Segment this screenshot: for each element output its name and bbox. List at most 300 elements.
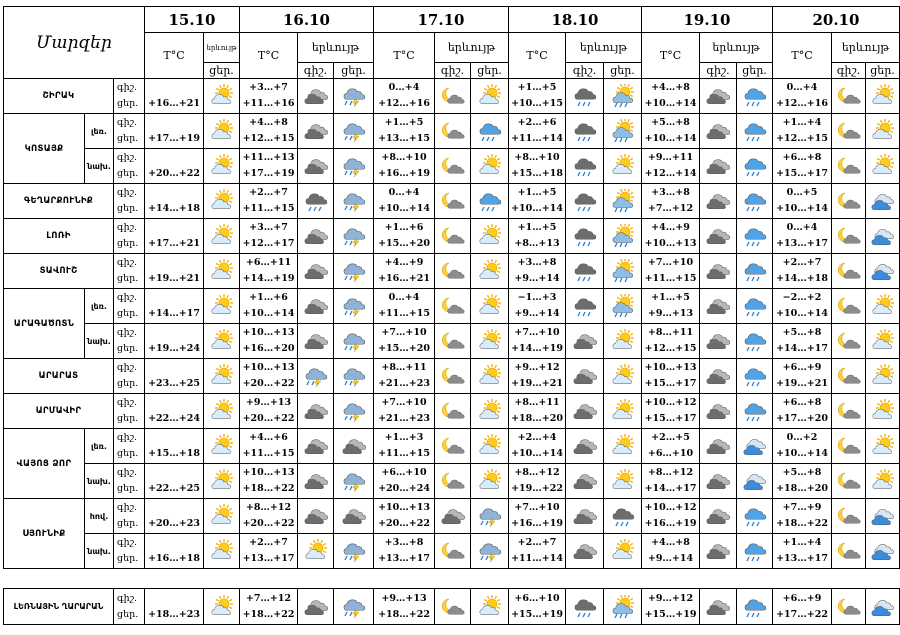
cloud-dark-icon bbox=[440, 504, 466, 528]
weather-day-cell bbox=[471, 114, 509, 149]
sun-rain-icon bbox=[610, 259, 636, 283]
temperature-range: +8…+10 +15…+18 bbox=[509, 149, 566, 184]
subregion-label: լեռ. bbox=[85, 289, 114, 324]
sun-cloud-icon bbox=[209, 119, 235, 143]
weather-day-cell bbox=[604, 464, 642, 499]
weather-day-cell bbox=[866, 254, 900, 289]
cloud-dark-icon bbox=[303, 294, 329, 318]
temperature-range: +19…+24 bbox=[145, 324, 204, 359]
weather-night-cell bbox=[435, 149, 471, 184]
temp-column-header: T°C bbox=[374, 33, 435, 79]
time-of-day-label: գիշ. ցեր. bbox=[114, 184, 145, 219]
cloud-dark-icon bbox=[705, 329, 731, 353]
weather-night-cell bbox=[566, 289, 604, 324]
weather-day-cell bbox=[204, 429, 240, 464]
weather-night-cell bbox=[566, 464, 604, 499]
weather-night-cell bbox=[566, 589, 604, 625]
weather-night-cell bbox=[298, 429, 334, 464]
weather-day-cell bbox=[204, 534, 240, 569]
sun-cloud-icon bbox=[477, 154, 503, 178]
weather-day-cell bbox=[737, 359, 773, 394]
weather-day-cell bbox=[604, 429, 642, 464]
region-name: ՍՅՈՒՆԻՔ bbox=[4, 499, 85, 569]
temperature-range: −2…+2 +10…+14 bbox=[773, 289, 832, 324]
weather-day-cell bbox=[204, 254, 240, 289]
rain-storm-icon bbox=[341, 469, 367, 493]
region-name: ԱՐԱԳԱԾՈՏՆ bbox=[4, 289, 85, 359]
temperature-range: +2…+5 +6…+10 bbox=[642, 429, 700, 464]
moon-cloud-icon bbox=[440, 154, 466, 178]
temperature-range: +4…+8 +10…+14 bbox=[642, 79, 700, 114]
temperature-range: +5…+8 +14…+17 bbox=[773, 324, 832, 359]
weather-night-cell bbox=[435, 589, 471, 625]
weather-day-cell bbox=[204, 359, 240, 394]
weather-column-header: երևույթ bbox=[435, 33, 509, 63]
rain-storm-icon bbox=[341, 224, 367, 248]
weather-night-cell bbox=[298, 499, 334, 534]
weather-day-cell bbox=[204, 79, 240, 114]
temperature-range: +3…+8 +9…+14 bbox=[509, 254, 566, 289]
weather-day-cell bbox=[604, 289, 642, 324]
sun-cloud-icon bbox=[477, 469, 503, 493]
moon-cloud-icon bbox=[836, 364, 862, 388]
subregion-label: նախ. bbox=[85, 149, 114, 184]
table-row bbox=[4, 534, 900, 569]
weather-day-cell bbox=[334, 429, 374, 464]
cloud-dark-icon bbox=[705, 595, 731, 619]
rain-storm-icon bbox=[341, 119, 367, 143]
weather-day-cell bbox=[866, 114, 900, 149]
sun-cloud-icon bbox=[610, 154, 636, 178]
sun-cloud-icon bbox=[610, 469, 636, 493]
region-name: ԿՈՏԱՅՔ bbox=[4, 114, 85, 184]
cloud-dark-icon bbox=[303, 469, 329, 493]
cloud-blue-icon bbox=[742, 434, 768, 458]
table-row bbox=[4, 499, 900, 534]
temperature-range: +10…+12 +16…+19 bbox=[642, 499, 700, 534]
weather-day-cell bbox=[604, 499, 642, 534]
temperature-range: +11…+13 +17…+19 bbox=[240, 149, 298, 184]
cloud-dark-icon bbox=[705, 399, 731, 423]
cloud-dark-icon bbox=[572, 504, 598, 528]
weather-day-cell bbox=[471, 184, 509, 219]
moon-cloud-icon bbox=[440, 84, 466, 108]
cloud-dark-icon bbox=[705, 364, 731, 388]
weather-night-cell bbox=[832, 589, 866, 625]
weather-night-cell bbox=[832, 359, 866, 394]
rain-cloud-icon bbox=[742, 364, 768, 388]
weather-day-cell bbox=[334, 589, 374, 625]
weather-night-cell bbox=[435, 184, 471, 219]
rain-cloud-icon bbox=[742, 259, 768, 283]
sun-rain-icon bbox=[610, 189, 636, 213]
weather-night-cell bbox=[298, 254, 334, 289]
temperature-range: +10…+13 +18…+22 bbox=[240, 464, 298, 499]
sun-cloud-icon bbox=[209, 504, 235, 528]
weather-night-cell bbox=[435, 289, 471, 324]
temperature-range: +2…+7 +11…+15 bbox=[240, 184, 298, 219]
weather-day-cell bbox=[334, 254, 374, 289]
weather-night-cell bbox=[700, 324, 737, 359]
moon-cloud-icon bbox=[440, 399, 466, 423]
weather-day-cell bbox=[737, 149, 773, 184]
weather-night-cell bbox=[435, 324, 471, 359]
weather-night-cell bbox=[298, 324, 334, 359]
table-row bbox=[4, 289, 900, 324]
cloud-blue-icon bbox=[870, 595, 896, 619]
temperature-range: +1…+4 +12…+15 bbox=[773, 114, 832, 149]
weather-day-cell bbox=[334, 464, 374, 499]
temperature-range: +1…+5 +10…+14 bbox=[509, 184, 566, 219]
rain-storm-icon bbox=[341, 294, 367, 318]
temperature-range: +1…+6 +10…+14 bbox=[240, 289, 298, 324]
day-subheader: ցեր. bbox=[737, 63, 773, 79]
temperature-range: +6…+10 +20…+24 bbox=[374, 464, 435, 499]
temperature-range: +4…+8 +9…+14 bbox=[642, 534, 700, 569]
sun-cloud-icon bbox=[610, 539, 636, 563]
rain-storm-icon bbox=[341, 154, 367, 178]
moon-cloud-icon bbox=[440, 294, 466, 318]
weather-night-cell bbox=[566, 324, 604, 359]
rain-dark-icon bbox=[572, 294, 598, 318]
weather-night-cell bbox=[700, 589, 737, 625]
sun-cloud-icon bbox=[477, 259, 503, 283]
cloud-dark-icon bbox=[705, 469, 731, 493]
cloud-dark-icon bbox=[303, 154, 329, 178]
day-header: 20.10 bbox=[773, 7, 900, 33]
temperature-range: +1…+5 +13…+15 bbox=[374, 114, 435, 149]
weather-day-cell bbox=[737, 254, 773, 289]
sun-cloud-icon bbox=[870, 119, 896, 143]
weather-day-cell bbox=[334, 394, 374, 429]
sun-cloud-icon bbox=[209, 224, 235, 248]
cloud-dark-icon bbox=[303, 399, 329, 423]
weather-day-cell bbox=[471, 499, 509, 534]
cloud-dark-icon bbox=[572, 399, 598, 423]
moon-cloud-icon bbox=[836, 329, 862, 353]
cloud-dark-icon bbox=[572, 539, 598, 563]
sun-cloud-icon bbox=[870, 399, 896, 423]
weather-night-cell bbox=[298, 359, 334, 394]
weather-day-cell bbox=[471, 394, 509, 429]
weather-night-cell bbox=[298, 534, 334, 569]
weather-day-cell bbox=[866, 359, 900, 394]
time-of-day-label: գիշ. ցեր. bbox=[114, 219, 145, 254]
temperature-range: +6…+9 +19…+21 bbox=[773, 359, 832, 394]
temperature-range: +20…+22 bbox=[145, 149, 204, 184]
cloud-dark-icon bbox=[572, 364, 598, 388]
weather-day-cell bbox=[334, 114, 374, 149]
weather-day-cell bbox=[866, 219, 900, 254]
weather-day-cell bbox=[204, 114, 240, 149]
rain-storm-icon bbox=[341, 84, 367, 108]
day-header: 17.10 bbox=[374, 7, 509, 33]
moon-cloud-icon bbox=[440, 189, 466, 213]
weather-night-cell bbox=[298, 394, 334, 429]
weather-day-cell bbox=[334, 79, 374, 114]
temperature-range: +10…+12 +15…+17 bbox=[642, 394, 700, 429]
moon-cloud-icon bbox=[836, 224, 862, 248]
temperature-range: +4…+6 +11…+15 bbox=[240, 429, 298, 464]
weather-night-cell bbox=[435, 219, 471, 254]
rain-storm-icon bbox=[303, 364, 329, 388]
weather-night-cell bbox=[700, 429, 737, 464]
weather-day-cell bbox=[866, 534, 900, 569]
sun-cloud-icon bbox=[477, 364, 503, 388]
temperature-range: +8…+11 +12…+15 bbox=[642, 324, 700, 359]
table-row bbox=[4, 219, 900, 254]
temperature-range: +8…+12 +19…+22 bbox=[509, 464, 566, 499]
moon-cloud-icon bbox=[836, 84, 862, 108]
weather-day-cell bbox=[471, 534, 509, 569]
weather-night-cell bbox=[566, 219, 604, 254]
sun-rain-icon bbox=[610, 84, 636, 108]
temperature-range: +6…+10 +15…+19 bbox=[509, 589, 566, 625]
weather-night-cell bbox=[700, 184, 737, 219]
moon-cloud-icon bbox=[440, 539, 466, 563]
weather-day-cell bbox=[334, 184, 374, 219]
weather-day-cell bbox=[204, 464, 240, 499]
night-subheader: գիշ. bbox=[298, 63, 334, 79]
weather-day-cell bbox=[737, 219, 773, 254]
sun-cloud-icon bbox=[209, 189, 235, 213]
weather-day-cell bbox=[604, 589, 642, 625]
weather-day-cell bbox=[737, 289, 773, 324]
weather-day-cell bbox=[866, 464, 900, 499]
cloud-dark-icon bbox=[705, 259, 731, 283]
weather-day-cell bbox=[866, 324, 900, 359]
rain-dark-icon bbox=[572, 84, 598, 108]
temperature-range: +6…+8 +15…+17 bbox=[773, 149, 832, 184]
weather-night-cell bbox=[700, 534, 737, 569]
temperature-range: +19…+21 bbox=[145, 254, 204, 289]
subregion-label: նախ. bbox=[85, 324, 114, 359]
weather-night-cell bbox=[566, 394, 604, 429]
cloud-dark-icon bbox=[572, 329, 598, 353]
table-row bbox=[4, 359, 900, 394]
day-header: 19.10 bbox=[642, 7, 773, 33]
cloud-dark-icon bbox=[303, 329, 329, 353]
weather-night-cell bbox=[566, 254, 604, 289]
moon-cloud-icon bbox=[836, 259, 862, 283]
subregion-label: հով. bbox=[85, 499, 114, 534]
page-title: Մարզեր bbox=[4, 7, 145, 79]
temperature-range: 0…+2 +10…+14 bbox=[773, 429, 832, 464]
rain-dark-icon bbox=[572, 189, 598, 213]
rain-dark-icon bbox=[572, 595, 598, 619]
day-header: 18.10 bbox=[509, 7, 642, 33]
sun-cloud-icon bbox=[303, 539, 329, 563]
sun-cloud-icon bbox=[477, 329, 503, 353]
weather-night-cell bbox=[700, 114, 737, 149]
temperature-range: +1…+4 +13…+17 bbox=[773, 534, 832, 569]
weather-night-cell bbox=[435, 499, 471, 534]
weather-night-cell bbox=[832, 464, 866, 499]
moon-cloud-icon bbox=[440, 434, 466, 458]
weather-day-cell bbox=[604, 359, 642, 394]
moon-cloud-icon bbox=[836, 154, 862, 178]
cloud-dark-icon bbox=[303, 224, 329, 248]
rain-cloud-icon bbox=[742, 119, 768, 143]
cloud-dark-icon bbox=[303, 119, 329, 143]
day-subheader: ցեր. bbox=[471, 63, 509, 79]
temperature-range: +3…+8 +13…+17 bbox=[374, 534, 435, 569]
temperature-range: −1…+3 +9…+14 bbox=[509, 289, 566, 324]
weather-night-cell bbox=[435, 359, 471, 394]
sun-cloud-icon bbox=[209, 539, 235, 563]
weather-day-cell bbox=[737, 184, 773, 219]
weather-day-cell bbox=[737, 324, 773, 359]
weather-day-cell bbox=[334, 289, 374, 324]
weather-day-cell bbox=[866, 289, 900, 324]
weather-night-cell bbox=[298, 289, 334, 324]
rain-dark-icon bbox=[610, 504, 636, 528]
sun-cloud-icon bbox=[209, 595, 235, 619]
rain-dark-icon bbox=[572, 224, 598, 248]
time-of-day-label: գիշ. ցեր. bbox=[114, 464, 145, 499]
cloud-dark-icon bbox=[303, 504, 329, 528]
temperature-range: +9…+12 +19…+21 bbox=[509, 359, 566, 394]
moon-cloud-icon bbox=[440, 119, 466, 143]
weather-day-cell bbox=[334, 324, 374, 359]
temperature-range: +22…+24 bbox=[145, 394, 204, 429]
cloud-dark-icon bbox=[303, 434, 329, 458]
temperature-range: +1…+5 +9…+13 bbox=[642, 289, 700, 324]
temperature-range: +7…+10 +15…+20 bbox=[374, 324, 435, 359]
weather-column-header: երևույթ bbox=[298, 33, 374, 63]
weather-day-cell bbox=[737, 79, 773, 114]
weather-day-cell bbox=[604, 79, 642, 114]
sun-cloud-icon bbox=[209, 294, 235, 318]
time-of-day-label: գիշ. ցեր. bbox=[114, 289, 145, 324]
temperature-range: +9…+12 +15…+19 bbox=[642, 589, 700, 625]
weather-night-cell bbox=[700, 254, 737, 289]
weather-night-cell bbox=[566, 534, 604, 569]
weather-day-cell bbox=[471, 289, 509, 324]
sun-cloud-icon bbox=[870, 434, 896, 458]
night-subheader: գիշ. bbox=[700, 63, 737, 79]
sun-cloud-icon bbox=[477, 84, 503, 108]
temperature-range: 0…+4 +10…+14 bbox=[374, 184, 435, 219]
temperature-range: +4…+8 +12…+15 bbox=[240, 114, 298, 149]
temperature-range: +2…+4 +10…+14 bbox=[509, 429, 566, 464]
weather-day-cell bbox=[604, 114, 642, 149]
rain-storm-icon bbox=[477, 539, 503, 563]
sun-cloud-icon bbox=[209, 364, 235, 388]
sun-cloud-icon bbox=[610, 364, 636, 388]
subregion-label: նախ. bbox=[85, 534, 114, 569]
sun-cloud-icon bbox=[209, 329, 235, 353]
sun-rain-icon bbox=[610, 294, 636, 318]
time-of-day-label: գիշ. ցեր. bbox=[114, 359, 145, 394]
weather-night-cell bbox=[700, 499, 737, 534]
weather-night-cell bbox=[832, 184, 866, 219]
cloud-blue-icon bbox=[870, 539, 896, 563]
cloud-dark-icon bbox=[303, 259, 329, 283]
moon-cloud-icon bbox=[440, 224, 466, 248]
weather-day-cell bbox=[866, 429, 900, 464]
weather-night-cell bbox=[298, 149, 334, 184]
moon-cloud-icon bbox=[836, 469, 862, 493]
rain-dark-icon bbox=[572, 119, 598, 143]
temperature-range: +3…+8 +7…+12 bbox=[642, 184, 700, 219]
temperature-range: +1…+5 +10…+15 bbox=[509, 79, 566, 114]
rain-cloud-icon bbox=[477, 119, 503, 143]
night-subheader: գիշ. bbox=[566, 63, 604, 79]
rain-cloud-icon bbox=[742, 539, 768, 563]
weather-night-cell bbox=[832, 79, 866, 114]
time-of-day-label: գիշ. ցեր. bbox=[114, 254, 145, 289]
weather-day-cell bbox=[334, 359, 374, 394]
sun-cloud-icon bbox=[870, 329, 896, 353]
cloud-dark-icon bbox=[303, 595, 329, 619]
weather-day-cell bbox=[604, 394, 642, 429]
temperature-range: +4…+9 +10…+13 bbox=[642, 219, 700, 254]
sun-cloud-icon bbox=[209, 399, 235, 423]
sun-cloud-icon bbox=[870, 294, 896, 318]
weather-night-cell bbox=[832, 394, 866, 429]
rain-cloud-icon bbox=[742, 189, 768, 213]
weather-night-cell bbox=[298, 464, 334, 499]
weather-night-cell bbox=[700, 464, 737, 499]
temperature-range: +4…+9 +16…+21 bbox=[374, 254, 435, 289]
weather-column-header: երևույթ bbox=[832, 33, 900, 63]
region-name: ԳԵՂԱՐՔՈՒՆԻՔ bbox=[4, 184, 114, 219]
weather-day-cell bbox=[737, 429, 773, 464]
cloud-blue-icon bbox=[870, 504, 896, 528]
weather-day-cell bbox=[471, 589, 509, 625]
temperature-range: +2…+7 +14…+18 bbox=[773, 254, 832, 289]
cloud-dark-icon bbox=[705, 224, 731, 248]
weather-day-cell bbox=[204, 499, 240, 534]
temperature-range: +3…+7 +12…+17 bbox=[240, 219, 298, 254]
weather-day-cell bbox=[471, 429, 509, 464]
rain-dark-icon bbox=[572, 259, 598, 283]
weather-day-cell bbox=[737, 394, 773, 429]
cloud-dark-icon bbox=[572, 434, 598, 458]
rain-dark-icon bbox=[572, 154, 598, 178]
temperature-range: +9…+13 +20…+22 bbox=[240, 394, 298, 429]
temperature-range: 0…+4 +13…+17 bbox=[773, 219, 832, 254]
weather-night-cell bbox=[435, 534, 471, 569]
temperature-range: +7…+9 +18…+22 bbox=[773, 499, 832, 534]
temperature-range: +8…+10 +16…+19 bbox=[374, 149, 435, 184]
cloud-dark-icon bbox=[705, 189, 731, 213]
sun-cloud-icon bbox=[870, 469, 896, 493]
weather-day-cell bbox=[204, 394, 240, 429]
weather-day-cell bbox=[204, 219, 240, 254]
rain-cloud-icon bbox=[477, 189, 503, 213]
region-name: ԱՐՄԱՎԻՐ bbox=[4, 394, 114, 429]
weather-day-cell bbox=[737, 114, 773, 149]
table-row bbox=[4, 149, 900, 184]
weather-night-cell bbox=[700, 219, 737, 254]
moon-cloud-icon bbox=[440, 364, 466, 388]
weather-night-cell bbox=[832, 429, 866, 464]
temperature-range: +6…+9 +17…+22 bbox=[773, 589, 832, 625]
weather-night-cell bbox=[832, 289, 866, 324]
weather-day-cell bbox=[471, 464, 509, 499]
temperature-range: +3…+7 +11…+16 bbox=[240, 79, 298, 114]
forecast-table bbox=[3, 6, 900, 625]
cloud-dark-icon bbox=[705, 84, 731, 108]
cloud-blue-icon bbox=[870, 224, 896, 248]
weather-day-cell bbox=[471, 359, 509, 394]
weather-night-cell bbox=[832, 499, 866, 534]
temperature-range: +22…+25 bbox=[145, 464, 204, 499]
temperature-range: +10…+13 +16…+20 bbox=[240, 324, 298, 359]
weather-night-cell bbox=[435, 464, 471, 499]
